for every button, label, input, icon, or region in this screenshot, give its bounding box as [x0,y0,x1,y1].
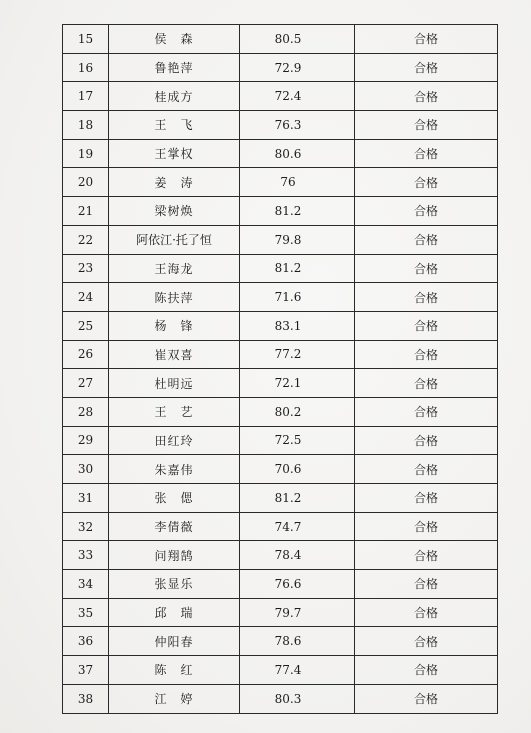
score-cell [240,225,355,254]
score-cell [240,455,355,484]
result-cell: 合格 [355,426,498,455]
row-number: 19 [63,139,109,168]
table-row [63,512,498,541]
table-row [63,197,498,226]
results-table [62,24,498,714]
row-number: 15 [63,25,109,54]
table-row [63,426,498,455]
result-cell: 合格 [355,627,498,656]
result-cell: 合格 [355,484,498,513]
score-cell [240,684,355,713]
candidate-name: 问翔鹄 [109,541,240,570]
row-number: 21 [63,197,109,226]
result-cell: 合格 [355,197,498,226]
score-cell [240,656,355,685]
candidate-name: 张 偲 [109,484,240,513]
result-cell: 合格 [355,684,498,713]
candidate-name: 王 艺 [109,397,240,426]
table-row [63,598,498,627]
score-value: 76.6 [274,576,302,591]
table-row [63,225,498,254]
results-table-body [63,25,498,714]
table-row [63,82,498,111]
score-value: 78.4 [274,548,302,563]
score-cell [240,53,355,82]
result-cell: 合格 [355,82,498,111]
candidate-name: 田红玲 [109,426,240,455]
table-row [63,455,498,484]
row-number: 28 [63,397,109,426]
table-row [63,684,498,713]
score-cell [240,311,355,340]
row-number: 25 [63,311,109,340]
result-cell: 合格 [355,53,498,82]
result-cell: 合格 [355,311,498,340]
score-value: 72.9 [274,60,302,75]
candidate-name: 仲阳春 [109,627,240,656]
table-row [63,111,498,140]
row-number: 36 [63,627,109,656]
candidate-name: 陈 红 [109,656,240,685]
score-cell [240,426,355,455]
candidate-name: 李倩薇 [109,512,240,541]
row-number: 26 [63,340,109,369]
row-number: 31 [63,484,109,513]
score-cell [240,570,355,599]
score-cell [240,168,355,197]
score-value: 83.1 [274,318,302,333]
score-value: 80.3 [274,691,302,706]
score-value: 81.2 [274,490,302,505]
score-cell [240,254,355,283]
score-cell [240,369,355,398]
row-number: 23 [63,254,109,283]
score-cell [240,627,355,656]
score-value: 77.2 [274,347,302,362]
score-cell [240,512,355,541]
candidate-name: 姜 涛 [109,168,240,197]
table-row [63,139,498,168]
score-value: 70.6 [274,462,302,477]
row-number: 27 [63,369,109,398]
table-row [63,283,498,312]
result-cell: 合格 [355,111,498,140]
score-cell [240,25,355,54]
row-number: 17 [63,82,109,111]
result-cell: 合格 [355,139,498,168]
score-value: 72.1 [274,376,302,391]
row-number: 32 [63,512,109,541]
candidate-name: 阿依江·托了恒 [109,225,240,254]
result-cell: 合格 [355,254,498,283]
score-value: 81.2 [274,203,302,218]
score-cell [240,111,355,140]
score-value: 76.3 [274,117,302,132]
result-cell: 合格 [355,541,498,570]
row-number: 33 [63,541,109,570]
result-cell: 合格 [355,283,498,312]
score-cell [240,484,355,513]
table-row [63,311,498,340]
table-row [63,656,498,685]
score-cell [240,82,355,111]
candidate-name: 陈扶萍 [109,283,240,312]
result-cell: 合格 [355,570,498,599]
score-cell [240,541,355,570]
candidate-name: 张显乐 [109,570,240,599]
table-row [63,397,498,426]
table-row [63,369,498,398]
score-value: 72.5 [274,433,302,448]
row-number: 38 [63,684,109,713]
candidate-name: 朱嘉伟 [109,455,240,484]
result-cell: 合格 [355,598,498,627]
result-cell: 合格 [355,168,498,197]
candidate-name: 王海龙 [109,254,240,283]
table-row [63,570,498,599]
table-row [63,25,498,54]
candidate-name: 侯 森 [109,25,240,54]
score-value: 71.6 [274,290,302,305]
result-cell: 合格 [355,512,498,541]
score-cell [240,139,355,168]
row-number: 16 [63,53,109,82]
candidate-name: 鲁艳萍 [109,53,240,82]
score-value: 79.8 [274,232,302,247]
result-cell: 合格 [355,340,498,369]
table-row [63,53,498,82]
candidate-name: 崔双喜 [109,340,240,369]
table-row [63,340,498,369]
table-row [63,254,498,283]
row-number: 29 [63,426,109,455]
row-number: 34 [63,570,109,599]
score-cell [240,397,355,426]
result-cell: 合格 [355,225,498,254]
score-cell [240,283,355,312]
table-row [63,627,498,656]
score-value: 72.4 [274,89,302,104]
candidate-name: 杨 锋 [109,311,240,340]
candidate-name: 邱 瑞 [109,598,240,627]
score-value: 80.5 [274,31,302,46]
candidate-name: 王掌权 [109,139,240,168]
score-value: 80.2 [274,404,302,419]
score-cell [240,340,355,369]
result-cell: 合格 [355,397,498,426]
candidate-name: 杜明远 [109,369,240,398]
score-value: 78.6 [274,634,302,649]
result-cell: 合格 [355,455,498,484]
candidate-name: 江 婷 [109,684,240,713]
result-cell: 合格 [355,25,498,54]
row-number: 22 [63,225,109,254]
score-value: 77.4 [274,662,302,677]
score-value: 74.7 [274,519,302,534]
row-number: 20 [63,168,109,197]
score-value: 80.6 [274,146,302,161]
score-cell [240,197,355,226]
score-cell [240,598,355,627]
row-number: 37 [63,656,109,685]
row-number: 18 [63,111,109,140]
row-number: 35 [63,598,109,627]
result-cell: 合格 [355,369,498,398]
row-number: 30 [63,455,109,484]
score-value: 79.7 [274,605,302,620]
candidate-name: 王 飞 [109,111,240,140]
score-value: 76 [280,175,296,190]
table-row [63,541,498,570]
result-cell: 合格 [355,656,498,685]
candidate-name: 桂成方 [109,82,240,111]
table-row [63,168,498,197]
score-value: 81.2 [274,261,302,276]
row-number: 24 [63,283,109,312]
table-row [63,484,498,513]
candidate-name: 梁树焕 [109,197,240,226]
